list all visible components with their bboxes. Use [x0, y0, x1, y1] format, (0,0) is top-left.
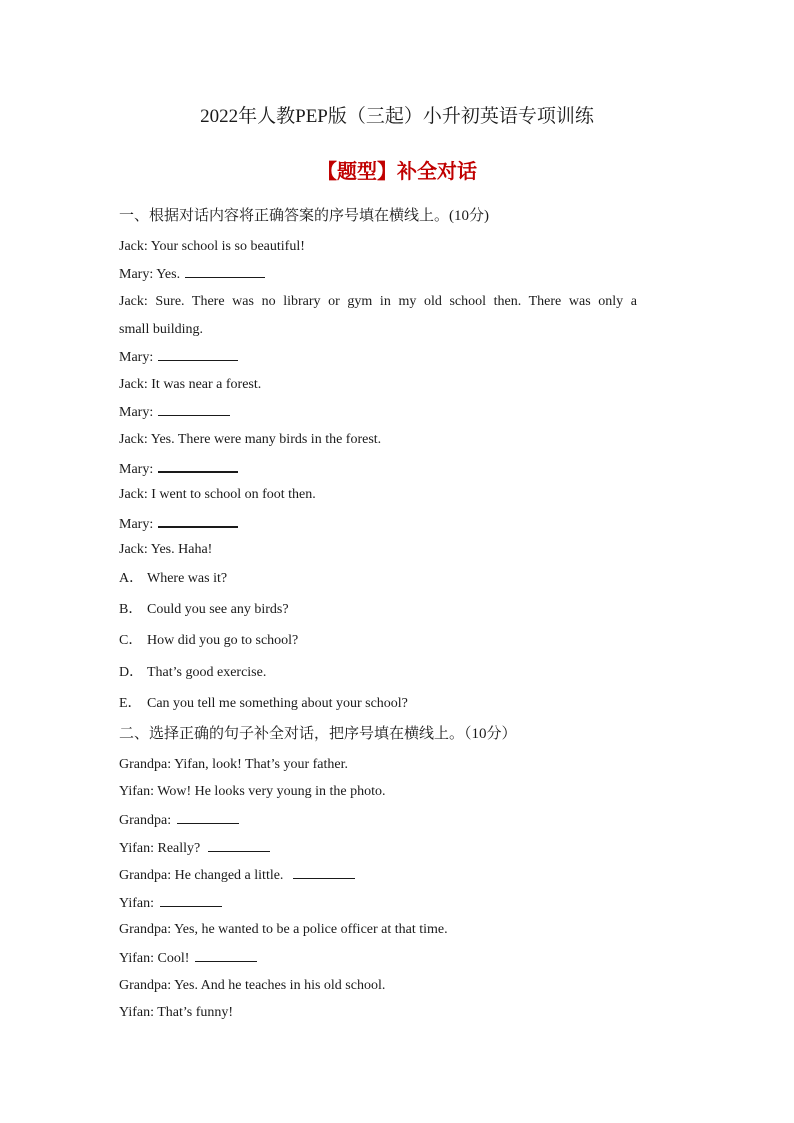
option-item: A． Where was it?	[119, 571, 228, 586]
option-item: E． Can you tell me something about your school?	[119, 696, 408, 711]
answer-blank[interactable]	[177, 811, 239, 824]
dialogue-line: small building.	[119, 322, 203, 337]
section1-heading: 一、根据对话内容将正确答案的序号填在横线上。(10分)	[119, 208, 489, 224]
answer-blank[interactable]	[293, 866, 355, 879]
dialogue-line: Grandpa: Yes. And he teaches in his old school.	[119, 978, 386, 993]
answer-blank[interactable]	[195, 949, 257, 962]
answer-blank[interactable]	[158, 348, 238, 361]
dialogue-line: Yifan: Really?	[119, 839, 639, 858]
question-type-subtitle: 【题型】补全对话	[317, 159, 477, 183]
answer-blank[interactable]	[158, 514, 238, 528]
dialogue-line: Yifan:	[119, 894, 639, 913]
dialogue-line: Yifan: Wow! He looks very young in the photo.	[119, 784, 386, 799]
dialogue-line: Grandpa: Yes, he wanted to be a police officer at that time.	[119, 922, 448, 937]
dialogue-line: Grandpa:	[119, 811, 639, 830]
dialogue-line: Mary:	[119, 459, 639, 479]
dialogue-line: Jack: Yes. There were many birds in the forest.	[119, 432, 382, 447]
answer-blank[interactable]	[185, 265, 265, 278]
dialogue-line: Mary:	[119, 403, 639, 422]
option-item: D． That’s good exercise.	[119, 665, 267, 680]
dialogue-line: Jack: It was near a forest.	[119, 377, 262, 392]
dialogue-line: Jack: Sure. There was no library or gym in my old school then. There was only a	[119, 294, 637, 309]
option-item: C． How did you go to school?	[119, 633, 299, 648]
dialogue-line: Grandpa: He changed a little.	[119, 866, 639, 885]
answer-blank[interactable]	[158, 459, 238, 473]
dialogue-line: Jack: Your school is so beautiful!	[119, 239, 305, 254]
dialogue-line: Jack: Yes. Haha!	[119, 542, 213, 557]
dialogue-line: Jack: I went to school on foot then.	[119, 487, 316, 502]
answer-blank[interactable]	[158, 403, 230, 416]
dialogue-line: Yifan: That’s funny!	[119, 1005, 234, 1020]
dialogue-line: Yifan: Cool!	[119, 949, 639, 968]
answer-blank[interactable]	[160, 894, 222, 907]
answer-blank[interactable]	[208, 839, 270, 852]
section2-heading: 二、选择正确的句子补全对话，把序号填在横线上。（10分）	[119, 726, 517, 742]
document-title: 2022年人教PEP版（三起）小升初英语专项训练	[200, 106, 594, 127]
dialogue-line: Mary:	[119, 348, 639, 367]
dialogue-line: Mary:	[119, 514, 639, 534]
option-item: B． Could you see any birds?	[119, 602, 289, 617]
dialogue-line: Mary: Yes.	[119, 265, 639, 284]
dialogue-line: Grandpa: Yifan, look! That’s your father.	[119, 757, 348, 772]
